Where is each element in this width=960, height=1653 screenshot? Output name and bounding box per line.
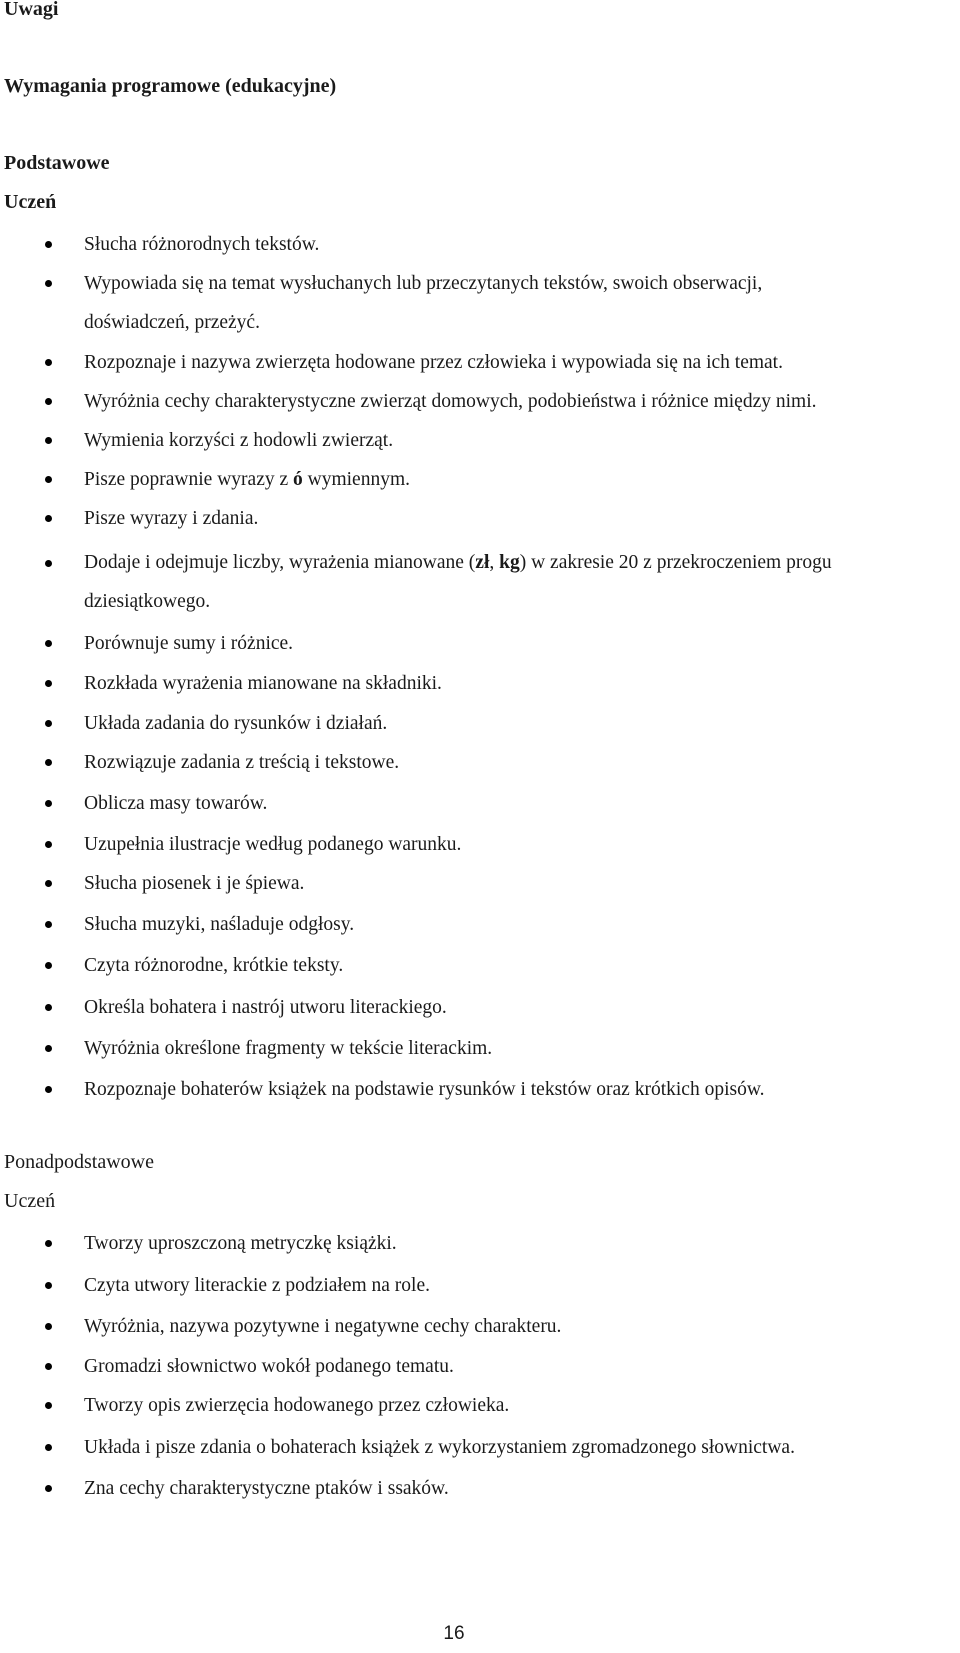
list-item-bold: kg	[499, 552, 520, 573]
list-item: Wymienia korzyści z hodowli zwierząt.	[84, 430, 394, 451]
basic-subject: Uczeń	[4, 191, 57, 213]
list-item-continuation: dziesiątkowego.	[84, 591, 211, 612]
bullet-icon	[45, 1045, 52, 1052]
list-item: Słucha muzyki, naśladuje odgłosy.	[84, 914, 355, 935]
bullet-icon	[45, 1240, 52, 1247]
list-item: Zna cechy charakterystyczne ptaków i ssaków.	[84, 1478, 449, 1499]
bullet-icon	[45, 560, 52, 567]
list-item-text: wymiennym.	[307, 469, 411, 490]
bullet-icon	[45, 280, 52, 287]
list-item: Wyróżnia, nazywa pozytywne i negatywne cechy charakteru.	[84, 1316, 562, 1337]
list-item-bold: zł	[475, 552, 490, 573]
list-item: Oblicza masy towarów.	[84, 793, 268, 814]
bullet-icon	[45, 800, 52, 807]
list-item: Uzupełnia ilustracje według podanego warunku.	[84, 834, 462, 855]
list-item-text: ,	[489, 552, 500, 573]
bullet-icon	[45, 1282, 52, 1289]
list-item: Czyta różnorodne, krótkie teksty.	[84, 955, 344, 976]
bullet-icon	[45, 680, 52, 687]
list-item: Czyta utwory literackie z podziałem na role.	[84, 1275, 430, 1296]
list-item: Pisze wyrazy i zdania.	[84, 508, 259, 529]
list-item: Gromadzi słownictwo wokół podanego tematu.	[84, 1356, 454, 1377]
list-item: Określa bohatera i nastrój utworu literackiego.	[84, 997, 447, 1018]
bullet-icon	[45, 841, 52, 848]
bullet-icon	[45, 476, 52, 483]
advanced-heading: Ponadpodstawowe	[4, 1151, 154, 1173]
bullet-icon	[45, 921, 52, 928]
list-item: Układa i pisze zdania o bohaterach książek z wykorzystaniem zgromadzonego słownictwa.	[84, 1437, 795, 1458]
bullet-icon	[45, 398, 52, 405]
bullet-icon	[45, 1363, 52, 1370]
basic-heading: Podstawowe	[4, 152, 110, 174]
bullet-icon	[45, 437, 52, 444]
section-title: Wymagania programowe (edukacyjne)	[4, 75, 337, 97]
list-item	[84, 551, 832, 575]
bullet-icon	[45, 1004, 52, 1011]
list-item-bold: ó	[293, 469, 303, 490]
bullet-icon	[45, 1485, 52, 1492]
list-item: Wypowiada się na temat wysłuchanych lub przeczytanych tekstów, swoich obserwacji,	[84, 273, 763, 294]
list-item: Słucha piosenek i je śpiewa.	[84, 873, 305, 894]
bullet-icon	[45, 962, 52, 969]
bullet-icon	[45, 1402, 52, 1409]
list-item: Wyróżnia cechy charakterystyczne zwierząt domowych, podobieństwa i różnice między nimi.	[84, 391, 817, 412]
list-item: Tworzy opis zwierzęcia hodowanego przez człowieka.	[84, 1395, 510, 1416]
list-item-text: ) w zakresie 20 z przekroczeniem progu	[519, 552, 832, 573]
page-number: 16	[443, 1623, 465, 1644]
list-item-text: Pisze poprawnie wyrazy z	[84, 469, 289, 490]
page-title: Uwagi	[4, 0, 59, 20]
bullet-icon	[45, 720, 52, 727]
list-item	[84, 468, 410, 492]
bullet-icon	[45, 640, 52, 647]
list-item: Rozkłada wyrażenia mianowane na składniki.	[84, 673, 442, 694]
bullet-icon	[45, 241, 52, 248]
bullet-icon	[45, 1323, 52, 1330]
bullet-icon	[45, 359, 52, 366]
list-item: Słucha różnorodnych tekstów.	[84, 234, 320, 255]
bullet-icon	[45, 1444, 52, 1451]
list-item-continuation: doświadczeń, przeżyć.	[84, 312, 260, 333]
bullet-icon	[45, 880, 52, 887]
list-item: Porównuje sumy i różnice.	[84, 633, 294, 654]
list-item-text: Dodaje i odejmuje liczby, wyrażenia mianowane (	[84, 552, 476, 573]
list-item: Układa zadania do rysunków i działań.	[84, 713, 388, 734]
list-item: Rozpoznaje i nazywa zwierzęta hodowane przez człowieka i wypowiada się na ich temat.	[84, 352, 783, 373]
bullet-icon	[45, 759, 52, 766]
list-item: Tworzy uproszczoną metryczkę książki.	[84, 1233, 397, 1254]
list-item: Wyróżnia określone fragmenty w tekście literackim.	[84, 1038, 493, 1059]
list-item: Rozpoznaje bohaterów książek na podstawie rysunków i tekstów oraz krótkich opisów.	[84, 1079, 765, 1100]
bullet-icon	[45, 515, 52, 522]
list-item: Rozwiązuje zadania z treścią i tekstowe.	[84, 752, 400, 773]
advanced-subject: Uczeń	[4, 1190, 56, 1212]
bullet-icon	[45, 1086, 52, 1093]
